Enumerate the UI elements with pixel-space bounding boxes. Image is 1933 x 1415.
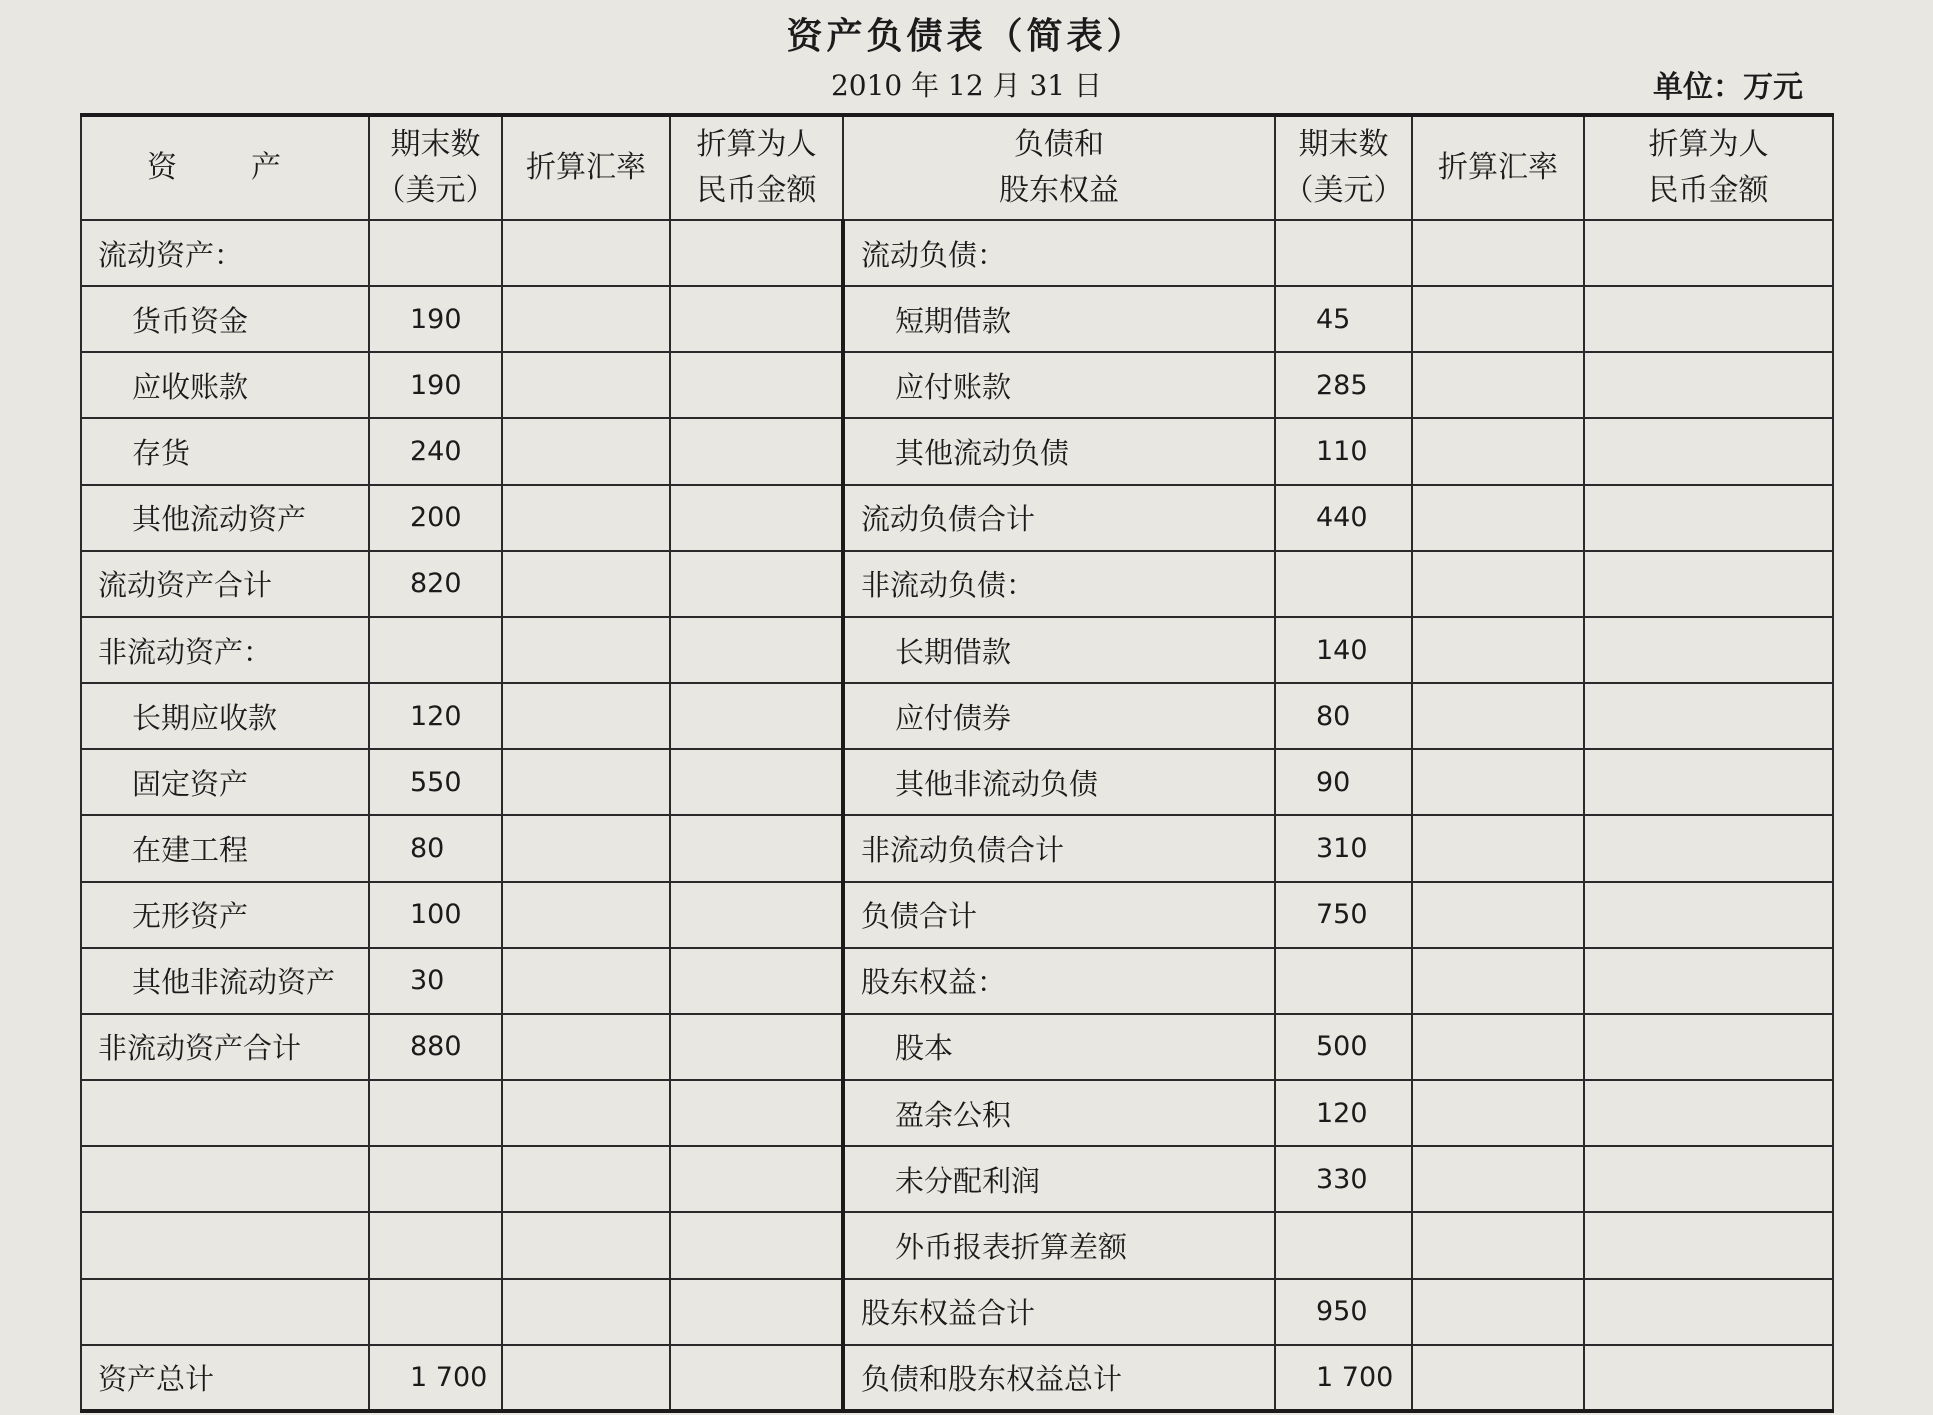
asset-label xyxy=(81,1212,369,1278)
asset-label: 非流动资产合计 xyxy=(81,1014,369,1080)
table-row xyxy=(81,1080,1833,1146)
asset-end-amount xyxy=(369,617,502,683)
table-row xyxy=(81,948,1833,1014)
liability-rate xyxy=(1412,815,1584,881)
table-row xyxy=(81,220,1833,286)
asset-rmb-amount xyxy=(670,749,843,815)
table-title: 资产负债表（简表） xyxy=(786,15,1147,57)
asset-label: 其他流动资产 xyxy=(81,485,369,551)
liability-rate xyxy=(1412,1080,1584,1146)
liability-end-amount: 750 xyxy=(1275,882,1412,948)
liability-rate xyxy=(1412,617,1584,683)
asset-end-amount: 820 xyxy=(369,551,502,617)
liability-rmb-amount xyxy=(1584,220,1833,286)
liability-rmb-amount xyxy=(1584,683,1833,749)
balance-sheet-table xyxy=(80,113,1834,1413)
asset-label: 固定资产 xyxy=(81,749,369,815)
asset-end-amount: 100 xyxy=(369,882,502,948)
liability-rmb-amount xyxy=(1584,617,1833,683)
asset-end-amount xyxy=(369,220,502,286)
liability-rate xyxy=(1412,1014,1584,1080)
asset-rate xyxy=(502,1279,670,1345)
liability-rmb-amount xyxy=(1584,749,1833,815)
asset-end-amount xyxy=(369,1212,502,1278)
asset-rate xyxy=(502,948,670,1014)
liability-end-amount: 1 700 xyxy=(1275,1345,1412,1411)
asset-rate xyxy=(502,220,670,286)
table-row xyxy=(81,485,1833,551)
asset-label: 流动资产： xyxy=(81,220,369,286)
liability-rmb-amount xyxy=(1584,485,1833,551)
liability-rmb-amount xyxy=(1584,1014,1833,1080)
asset-label: 流动资产合计 xyxy=(81,551,369,617)
asset-rmb-amount xyxy=(670,683,843,749)
asset-rmb-amount xyxy=(670,220,843,286)
liability-rate xyxy=(1412,352,1584,418)
liability-label: 长期借款 xyxy=(843,617,1275,683)
liability-end-amount xyxy=(1275,1212,1412,1278)
liability-rate xyxy=(1412,683,1584,749)
asset-rmb-amount xyxy=(670,551,843,617)
table-row xyxy=(81,1212,1833,1278)
liability-label: 未分配利润 xyxy=(843,1146,1275,1212)
liability-rmb-amount xyxy=(1584,1345,1833,1411)
liability-end-amount: 500 xyxy=(1275,1014,1412,1080)
liability-rate xyxy=(1412,948,1584,1014)
asset-end-amount: 200 xyxy=(369,485,502,551)
asset-label: 货币资金 xyxy=(81,286,369,352)
liability-end-amount: 950 xyxy=(1275,1279,1412,1345)
header-liabilities-equity: 负债和 股东权益 xyxy=(843,115,1275,220)
liability-end-amount: 120 xyxy=(1275,1080,1412,1146)
liability-label: 流动负债合计 xyxy=(843,485,1275,551)
asset-rate xyxy=(502,485,670,551)
liability-rate xyxy=(1412,1146,1584,1212)
liability-end-amount: 140 xyxy=(1275,617,1412,683)
asset-label: 资产总计 xyxy=(81,1345,369,1411)
liability-label: 其他流动负债 xyxy=(843,418,1275,484)
asset-rate xyxy=(502,418,670,484)
liability-rmb-amount xyxy=(1584,948,1833,1014)
asset-rate xyxy=(502,1345,670,1411)
asset-end-amount: 80 xyxy=(369,815,502,881)
liability-end-amount xyxy=(1275,220,1412,286)
liability-label: 负债和股东权益总计 xyxy=(843,1345,1275,1411)
liability-end-amount: 440 xyxy=(1275,485,1412,551)
liability-label: 非流动负债： xyxy=(843,551,1275,617)
liability-rmb-amount xyxy=(1584,352,1833,418)
header-end-amount-2: 期末数 （美元） xyxy=(1275,115,1412,220)
asset-rate xyxy=(502,1212,670,1278)
table-row xyxy=(81,551,1833,617)
report-date: 2010 年 12 月 31 日 xyxy=(830,69,1103,102)
asset-end-amount: 120 xyxy=(369,683,502,749)
liability-rmb-amount xyxy=(1584,1146,1833,1212)
asset-end-amount: 1 700 xyxy=(369,1345,502,1411)
unit-label: 单位：万元 xyxy=(1653,70,1803,105)
table-row xyxy=(81,418,1833,484)
liability-rate xyxy=(1412,418,1584,484)
header-rate: 折算汇率 xyxy=(502,115,670,220)
asset-end-amount xyxy=(369,1146,502,1212)
liability-end-amount: 45 xyxy=(1275,286,1412,352)
liability-end-amount: 80 xyxy=(1275,683,1412,749)
asset-rmb-amount xyxy=(670,1279,843,1345)
asset-rate xyxy=(502,617,670,683)
asset-label: 存货 xyxy=(81,418,369,484)
liability-rmb-amount xyxy=(1584,882,1833,948)
liability-rmb-amount xyxy=(1584,815,1833,881)
liability-label: 流动负债： xyxy=(843,220,1275,286)
liability-rmb-amount xyxy=(1584,551,1833,617)
liability-rmb-amount xyxy=(1584,1279,1833,1345)
asset-label: 非流动资产： xyxy=(81,617,369,683)
asset-label xyxy=(81,1146,369,1212)
liability-end-amount: 330 xyxy=(1275,1146,1412,1212)
asset-rate xyxy=(502,1146,670,1212)
liability-rmb-amount xyxy=(1584,286,1833,352)
liability-label: 应付债券 xyxy=(843,683,1275,749)
liability-rate xyxy=(1412,1279,1584,1345)
table-row xyxy=(81,815,1833,881)
liability-rate xyxy=(1412,882,1584,948)
asset-rmb-amount xyxy=(670,1212,843,1278)
asset-rate xyxy=(502,882,670,948)
asset-rmb-amount xyxy=(670,1146,843,1212)
asset-rate xyxy=(502,551,670,617)
liability-rate xyxy=(1412,551,1584,617)
table-row xyxy=(81,352,1833,418)
asset-label: 无形资产 xyxy=(81,882,369,948)
asset-end-amount: 550 xyxy=(369,749,502,815)
asset-rate xyxy=(502,352,670,418)
asset-rate xyxy=(502,286,670,352)
table-row xyxy=(81,1014,1833,1080)
liability-rate xyxy=(1412,1212,1584,1278)
table-row xyxy=(81,1146,1833,1212)
liability-rmb-amount xyxy=(1584,1212,1833,1278)
asset-end-amount: 190 xyxy=(369,286,502,352)
header-asset: 资 产 xyxy=(81,115,369,220)
asset-end-amount: 240 xyxy=(369,418,502,484)
liability-end-amount: 310 xyxy=(1275,815,1412,881)
table-row xyxy=(81,1279,1833,1345)
asset-rmb-amount xyxy=(670,1345,843,1411)
liability-end-amount xyxy=(1275,948,1412,1014)
asset-rate xyxy=(502,1014,670,1080)
asset-end-amount xyxy=(369,1080,502,1146)
asset-label xyxy=(81,1279,369,1345)
asset-label: 在建工程 xyxy=(81,815,369,881)
table-row xyxy=(81,749,1833,815)
asset-rate xyxy=(502,749,670,815)
liability-end-amount: 285 xyxy=(1275,352,1412,418)
header-end-amount: 期末数 （美元） xyxy=(369,115,502,220)
liability-label: 外币报表折算差额 xyxy=(843,1212,1275,1278)
liability-rate xyxy=(1412,749,1584,815)
liability-label: 短期借款 xyxy=(843,286,1275,352)
asset-rate xyxy=(502,683,670,749)
liability-label: 股东权益： xyxy=(843,948,1275,1014)
asset-label: 应收账款 xyxy=(81,352,369,418)
liability-label: 股东权益合计 xyxy=(843,1279,1275,1345)
liability-label: 股本 xyxy=(843,1014,1275,1080)
table-row xyxy=(81,1345,1833,1411)
asset-rmb-amount xyxy=(670,815,843,881)
table-row xyxy=(81,286,1833,352)
asset-rmb-amount xyxy=(670,882,843,948)
asset-end-amount xyxy=(369,1279,502,1345)
table-row xyxy=(81,882,1833,948)
asset-rmb-amount xyxy=(670,352,843,418)
liability-end-amount: 90 xyxy=(1275,749,1412,815)
asset-rmb-amount xyxy=(670,617,843,683)
liability-label: 盈余公积 xyxy=(843,1080,1275,1146)
liability-rate xyxy=(1412,286,1584,352)
asset-rmb-amount xyxy=(670,1014,843,1080)
liability-rate xyxy=(1412,1345,1584,1411)
table-row xyxy=(81,683,1833,749)
liability-label: 其他非流动负债 xyxy=(843,749,1275,815)
asset-label: 其他非流动资产 xyxy=(81,948,369,1014)
asset-label xyxy=(81,1080,369,1146)
header-rmb: 折算为人 民币金额 xyxy=(670,115,843,220)
asset-rmb-amount xyxy=(670,286,843,352)
header-rmb-2: 折算为人 民币金额 xyxy=(1584,115,1833,220)
asset-rmb-amount xyxy=(670,485,843,551)
asset-label: 长期应收款 xyxy=(81,683,369,749)
table-row xyxy=(81,617,1833,683)
asset-end-amount: 30 xyxy=(369,948,502,1014)
liability-rmb-amount xyxy=(1584,1080,1833,1146)
asset-rate xyxy=(502,815,670,881)
asset-end-amount: 880 xyxy=(369,1014,502,1080)
asset-rmb-amount xyxy=(670,418,843,484)
header-row xyxy=(81,115,1833,220)
liability-end-amount xyxy=(1275,551,1412,617)
asset-rmb-amount xyxy=(670,1080,843,1146)
asset-end-amount: 190 xyxy=(369,352,502,418)
asset-rate xyxy=(502,1080,670,1146)
liability-label: 非流动负债合计 xyxy=(843,815,1275,881)
liability-end-amount: 110 xyxy=(1275,418,1412,484)
liability-rate xyxy=(1412,220,1584,286)
liability-rate xyxy=(1412,485,1584,551)
liability-rmb-amount xyxy=(1584,418,1833,484)
liability-label: 负债合计 xyxy=(843,882,1275,948)
header-rate-2: 折算汇率 xyxy=(1412,115,1584,220)
liability-label: 应付账款 xyxy=(843,352,1275,418)
asset-rmb-amount xyxy=(670,948,843,1014)
